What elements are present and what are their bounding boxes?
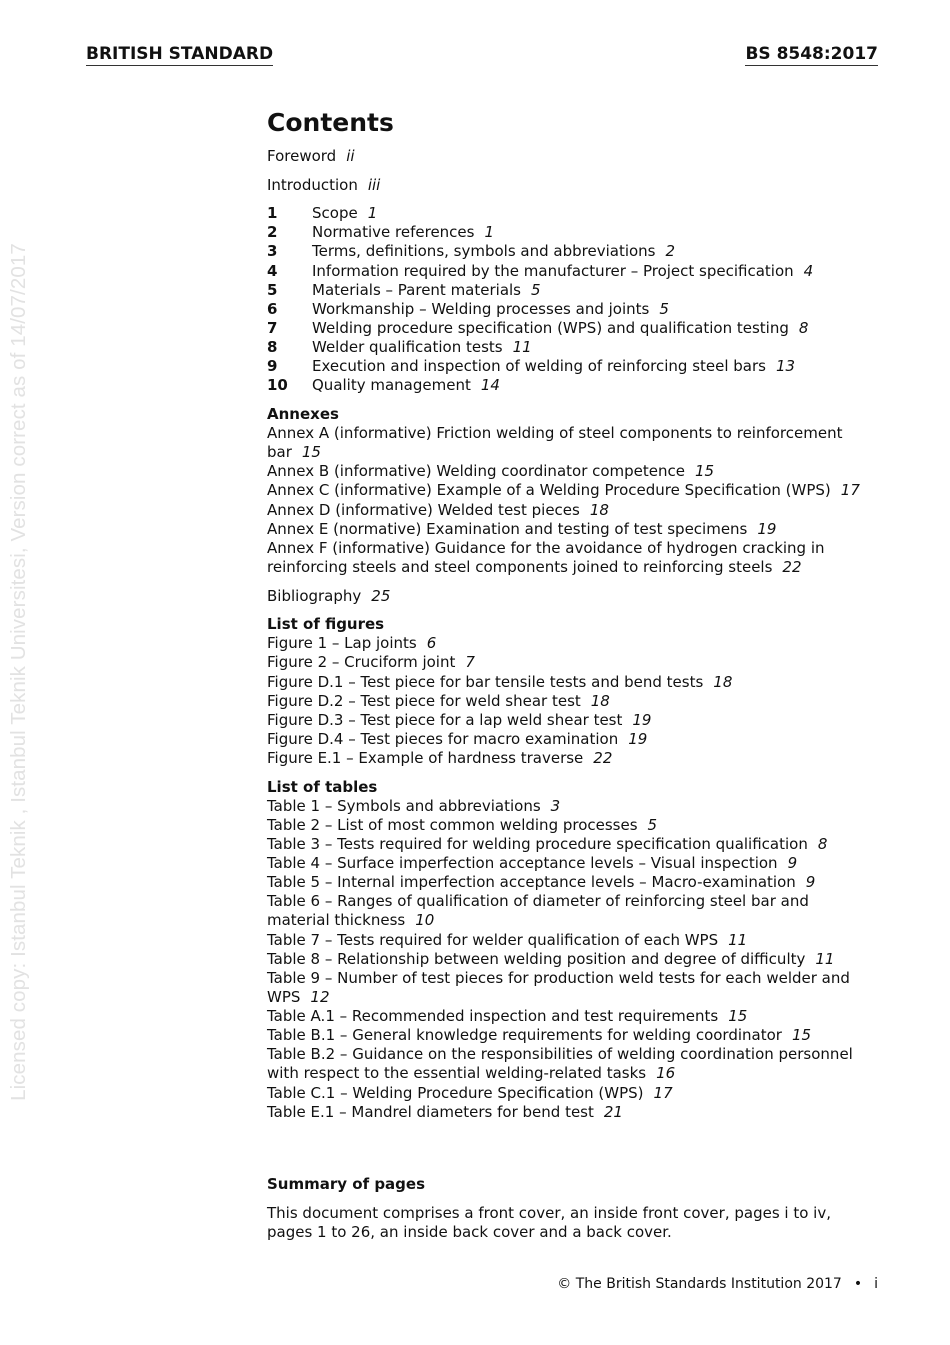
table-page: 3 [550, 797, 561, 815]
clause-number: 9 [267, 357, 278, 375]
table-label: Table E.1 – Mandrel diameters for bend test [267, 1103, 594, 1121]
clause-number: 10 [267, 376, 288, 394]
header-standard-number: BS 8548:2017 [745, 44, 878, 64]
toc-table-a1[interactable] [267, 1007, 747, 1026]
clause-label: Welding procedure specification (WPS) and qualification testing [312, 319, 789, 337]
toc-figure-1[interactable] [267, 634, 436, 653]
figure-page: 18 [590, 692, 610, 710]
toc-table-e1[interactable] [267, 1103, 623, 1122]
clause-label: Materials – Parent materials [312, 281, 521, 299]
table-label: Table 4 – Surface imperfection acceptance levels – Visual inspection [267, 854, 778, 872]
table-label: Table 8 – Relationship between welding position and degree of difficulty [267, 950, 806, 968]
annex-page: 15 [301, 443, 321, 461]
toc-entry-introduction[interactable] [267, 176, 380, 195]
figures-heading: List of figures [267, 615, 385, 633]
table-page: 11 [728, 931, 748, 949]
toc-entry-page: iii [367, 176, 381, 194]
footer-page-number: i [874, 1276, 878, 1292]
figure-page: 19 [628, 730, 648, 748]
toc-clause-4[interactable] [267, 262, 813, 281]
toc-table-1[interactable] [267, 797, 560, 816]
toc-figure-2[interactable] [267, 653, 475, 672]
clause-page: 4 [803, 262, 814, 280]
table-label: Table B.2 – Guidance on the responsibilities of welding coordination personnel with respect to the essential welding-related tasks [267, 1045, 853, 1082]
clause-number: 2 [267, 223, 278, 241]
toc-table-8[interactable] [267, 950, 834, 969]
toc-table-9[interactable] [267, 969, 867, 1007]
table-label: Table 9 – Number of test pieces for production weld tests for each welder and WPS [267, 969, 850, 1006]
table-page: 9 [787, 854, 798, 872]
annex-page: 18 [589, 501, 609, 519]
clause-page: 1 [484, 223, 495, 241]
watermark-text: Licensed copy: Istanbul Teknik , Istanbul Teknik Universitesi, Version correct as of 14/07/2017 [7, 243, 30, 1101]
toc-clause-6[interactable] [267, 300, 669, 319]
footer-copyright: © The British Standards Institution 2017 [557, 1276, 842, 1292]
annex-label: Annex B (informative) Welding coordinator competence [267, 462, 686, 480]
toc-clause-7[interactable] [267, 319, 808, 338]
toc-entry-bibliography[interactable] [267, 587, 390, 606]
annex-page: 15 [695, 462, 715, 480]
toc-figure-d2[interactable] [267, 692, 610, 711]
table-label: Table 1 – Symbols and abbreviations [267, 797, 541, 815]
annex-page: 22 [782, 558, 802, 576]
header-standard-label: BRITISH STANDARD [86, 44, 274, 64]
annex-page: 19 [757, 520, 777, 538]
toc-entry-label: Foreword [267, 147, 337, 165]
table-page: 15 [728, 1007, 748, 1025]
toc-figure-d3[interactable] [267, 711, 651, 730]
annexes-heading: Annexes [267, 405, 339, 423]
clause-number: 5 [267, 281, 278, 299]
clause-number: 4 [267, 262, 278, 280]
toc-annex-b[interactable] [267, 462, 714, 481]
clause-page: 2 [665, 242, 676, 260]
table-page: 21 [603, 1103, 623, 1121]
figure-label: Figure D.1 – Test piece for bar tensile tests and bend tests [267, 673, 704, 691]
clause-page: 1 [367, 204, 378, 222]
annex-label: Annex A (informative) Friction welding of steel components to reinforcement bar [267, 424, 843, 461]
toc-clause-9[interactable] [267, 357, 795, 376]
toc-clause-1[interactable] [267, 204, 377, 223]
toc-entry-label: Bibliography [267, 587, 362, 605]
table-page: 5 [647, 816, 658, 834]
toc-entry-label: Introduction [267, 176, 358, 194]
clause-label: Information required by the manufacturer – Project specification [312, 262, 794, 280]
toc-annex-e[interactable] [267, 520, 776, 539]
table-label: Table B.1 – General knowledge requirements for welding coordinator [267, 1026, 782, 1044]
figure-page: 22 [593, 749, 613, 767]
toc-table-6[interactable] [267, 892, 867, 930]
clause-label: Scope [312, 204, 358, 222]
clause-page: 11 [512, 338, 532, 356]
table-page: 17 [653, 1084, 673, 1102]
footer-bullet: • [853, 1276, 863, 1292]
toc-figure-d1[interactable] [267, 673, 732, 692]
annex-label: Annex F (informative) Guidance for the avoidance of hydrogen cracking in reinforcing steels and steel components joined to reinforcing steels [267, 539, 825, 576]
toc-entry-page: ii [346, 147, 355, 165]
clause-number: 8 [267, 338, 278, 356]
figure-label: Figure 2 – Cruciform joint [267, 653, 456, 671]
summary-text: This document comprises a front cover, an inside front cover, pages i to iv, pages 1 to 26, an inside back cover and a back cover. [267, 1204, 831, 1241]
toc-annex-a[interactable] [267, 424, 867, 462]
annex-label: Annex E (normative) Examination and testing of test specimens [267, 520, 748, 538]
toc-clause-10[interactable] [267, 376, 500, 395]
toc-table-b2[interactable] [267, 1045, 867, 1083]
figure-label: Figure D.2 – Test piece for weld shear test [267, 692, 581, 710]
clause-label: Terms, definitions, symbols and abbreviations [312, 242, 656, 260]
summary-heading: Summary of pages [267, 1175, 426, 1193]
toc-table-4[interactable] [267, 854, 797, 873]
table-label: Table A.1 – Recommended inspection and test requirements [267, 1007, 719, 1025]
toc-clause-5[interactable] [267, 281, 541, 300]
toc-clause-2[interactable] [267, 223, 494, 242]
clause-number: 1 [267, 204, 278, 222]
clause-number: 3 [267, 242, 278, 260]
table-label: Table 2 – List of most common welding processes [267, 816, 638, 834]
clause-page: 14 [480, 376, 500, 394]
table-label: Table 6 – Ranges of qualification of diameter of reinforcing steel bar and material thickness [267, 892, 809, 929]
tables-heading: List of tables [267, 778, 378, 796]
table-label: Table 7 – Tests required for welder qualification of each WPS [267, 931, 719, 949]
table-label: Table 3 – Tests required for welding procedure specification qualification [267, 835, 808, 853]
toc-annex-c[interactable] [267, 481, 860, 500]
toc-table-2[interactable] [267, 816, 657, 835]
toc-table-3[interactable] [267, 835, 827, 854]
figure-page: 6 [426, 634, 437, 652]
figure-label: Figure 1 – Lap joints [267, 634, 417, 652]
table-page: 11 [815, 950, 835, 968]
table-page: 15 [791, 1026, 812, 1044]
clause-label: Quality management [312, 376, 471, 394]
clause-label: Welder qualification tests [312, 338, 503, 356]
clause-page: 13 [775, 357, 796, 375]
figure-page: 7 [465, 653, 475, 671]
figure-label: Figure D.3 – Test piece for a lap weld shear test [267, 711, 623, 729]
contents-title: Contents [267, 108, 394, 137]
figure-label: Figure E.1 – Example of hardness traverse [267, 749, 584, 767]
toc-table-c1[interactable] [267, 1084, 673, 1103]
clause-number: 7 [267, 319, 278, 337]
toc-entry-page: 25 [371, 587, 391, 605]
toc-table-7[interactable] [267, 931, 747, 950]
clause-label: Workmanship – Welding processes and joints [312, 300, 650, 318]
clause-page: 5 [659, 300, 669, 318]
clause-label: Execution and inspection of welding of reinforcing steel bars [312, 357, 766, 375]
annex-page: 17 [840, 481, 860, 499]
table-page: 8 [817, 835, 828, 853]
toc-table-5[interactable] [267, 873, 815, 892]
toc-clause-8[interactable] [267, 338, 532, 357]
toc-figure-d4[interactable] [267, 730, 647, 749]
clause-number: 6 [267, 300, 278, 318]
clause-page: 5 [531, 281, 541, 299]
annex-label: Annex D (informative) Welded test pieces [267, 501, 580, 519]
toc-annex-d[interactable] [267, 501, 609, 520]
figure-page: 18 [713, 673, 733, 691]
toc-table-b1[interactable] [267, 1026, 811, 1045]
figure-label: Figure D.4 – Test pieces for macro examination [267, 730, 619, 748]
table-page: 9 [805, 873, 816, 891]
clause-page: 8 [798, 319, 809, 337]
clause-label: Normative references [312, 223, 475, 241]
toc-annex-f[interactable] [267, 539, 867, 577]
toc-entry-foreword[interactable] [267, 147, 355, 166]
toc-clause-3[interactable] [267, 242, 675, 261]
page-footer [557, 1276, 878, 1292]
table-label: Table 5 – Internal imperfection acceptance levels – Macro-examination [267, 873, 796, 891]
table-label: Table C.1 – Welding Procedure Specification (WPS) [267, 1084, 644, 1102]
table-page: 10 [415, 911, 435, 929]
table-page: 16 [656, 1064, 676, 1082]
annex-label: Annex C (informative) Example of a Welding Procedure Specification (WPS) [267, 481, 831, 499]
figure-page: 19 [632, 711, 652, 729]
toc-figure-e1[interactable] [267, 749, 612, 768]
table-page: 12 [310, 988, 330, 1006]
